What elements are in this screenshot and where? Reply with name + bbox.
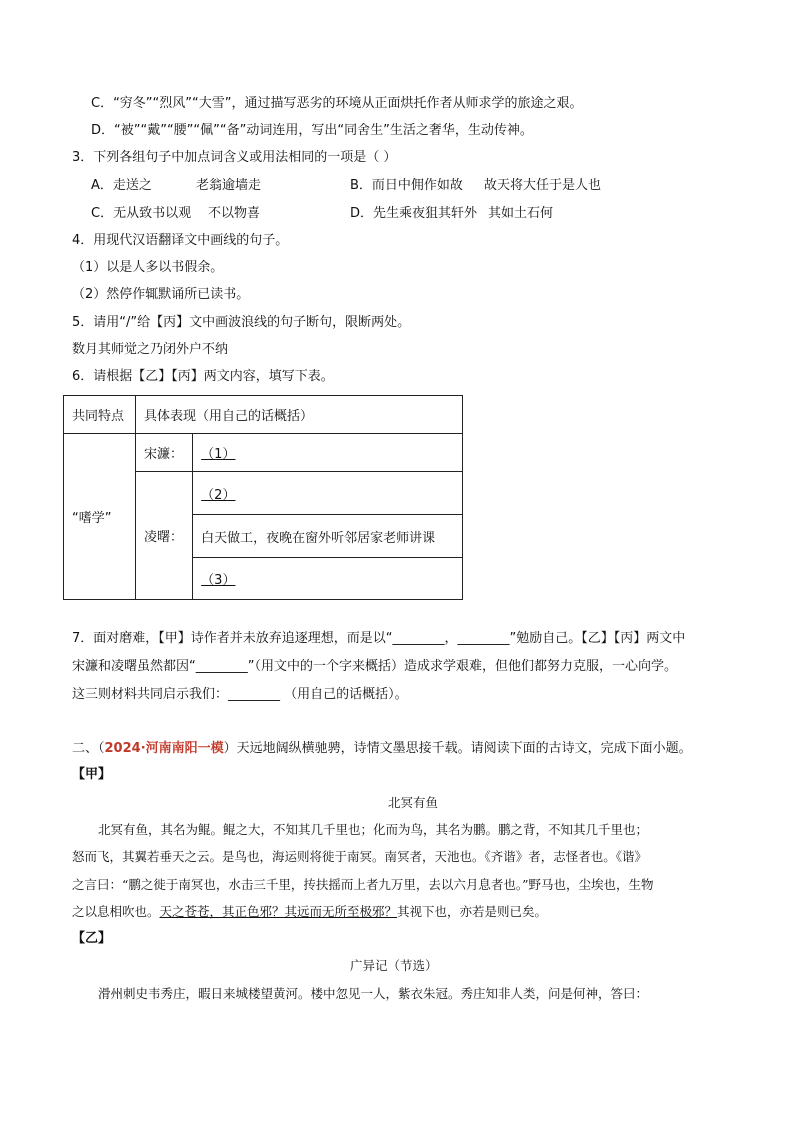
q3-option-a2: 老翁逾墙走 <box>196 178 262 193</box>
q3-option-a1: A．走送之 <box>91 178 152 193</box>
q3-stem: 3．下列各组句子中加点词含义或用法相同的一项是（ ） <box>72 150 397 165</box>
q3-option-d2: 其如土石何 <box>488 206 554 221</box>
passage-jia-line-1: 北冥有鱼，其名为鲲。鲲之大，不知其几千里也；化而为鸟，其名为鹏。鹏之背，不知其几千里也； <box>98 822 649 837</box>
q3-option-d1: D．先生乘夜狙其轩外 <box>350 206 478 221</box>
section-2-prefix: 二、（ <box>72 741 105 756</box>
passage-yi-title: 广异记（节选） <box>350 958 438 973</box>
q6-table <box>63 395 463 600</box>
table-name-song: 宋濂： <box>136 434 193 472</box>
q4-stem: 4．用现代汉语翻译文中画线的句子。 <box>72 233 289 248</box>
q3-option-c1: C．无从致书以观 <box>91 206 192 221</box>
q5-stem: 5．请用“/”给【丙】文中画波浪线的句子断句，限断两处。 <box>72 315 411 330</box>
q7-line-1: 7．面对磨难，【甲】诗作者并未放弃追逐理想，而是以“________，________”勉励自己。【乙】【丙】两文中 <box>72 631 686 646</box>
section-2-text: ）天远地阔纵横驰骋，诗情文墨思接千载。请阅读下面的古诗文，完成下面小题。 <box>223 741 692 756</box>
passage-jia-line-3: 之言曰：“鹏之徙于南冥也，水击三千里，抟扶摇而上者九万里，去以六月息者也。”野马也，尘埃也，生物 <box>72 877 654 892</box>
passage-jia-line-4a: 之以息相吹也。 <box>72 904 160 919</box>
q5-sentence: 数月其师觉之乃闭外户不纳 <box>72 342 229 357</box>
passage-jia-underlined: 天之苍苍，其正色邪？其远而无所至极邪？ <box>159 904 398 919</box>
q3-option-b1: B．而日中佣作如故 <box>350 178 463 193</box>
table-feature-cell: “嗜学” <box>64 434 136 600</box>
section-2-source: 2024·河南南阳一模 <box>104 741 224 756</box>
q7-line-2: 宋濂和凌曙虽然都因“________”（用文中的一个字来概括）造成求学艰难，但他们都努力克服，一心向学。 <box>72 659 677 674</box>
passage-jia-line-2: 怒而飞，其翼若垂天之云。是鸟也，海运则将徙于南冥。南冥者，天池也。《齐谐》者，志怪者也。《谐》 <box>72 849 648 864</box>
passage-yi-tag: 【乙】 <box>72 931 112 946</box>
q6-stem: 6．请根据【乙】【丙】两文内容，填写下表。 <box>72 369 334 384</box>
q4-sentence-2: （2）然停作辄默诵所已读书。 <box>72 287 250 302</box>
table-detail-text: 白天做工，夜晚在窗外听邻居家老师讲课 <box>193 515 463 558</box>
table-blank-2: （2） <box>201 487 236 503</box>
table-blank-1: （1） <box>201 447 236 462</box>
passage-jia-line-4 <box>72 903 547 921</box>
q3-option-b2: 故天将大任于是人也 <box>484 178 602 193</box>
q7-line-3: 这三则材料共同启示我们：________ （用自己的话概括）。 <box>72 687 408 702</box>
section-2-heading <box>72 740 692 758</box>
passage-jia-line-4b: 其视下也，亦若是则已矣。 <box>397 904 548 919</box>
q4-sentence-1: （1）以是人多以书假余。 <box>72 260 224 275</box>
passage-jia-tag: 【甲】 <box>72 767 112 782</box>
table-blank-3: （3） <box>201 573 236 588</box>
q2-option-c: C．“穷冬”“烈风”“大雪”，通过描写恶劣的环境从正面烘托作者从师求学的旅途之艰。 <box>91 96 583 111</box>
passage-yi-line-1: 滑州刺史韦秀庄，暇日来城楼望黄河。楼中忽见一人，紫衣朱冠。秀庄知非人类，问是何神，答曰： <box>98 986 649 1001</box>
table-name-ling: 凌曙： <box>136 472 193 600</box>
q3-option-c2: 不以物喜 <box>208 206 261 221</box>
passage-jia-title: 北冥有鱼 <box>388 795 439 810</box>
table-header-feature: 共同特点 <box>64 396 136 434</box>
table-header-detail: 具体表现（用自己的话概括） <box>136 396 463 434</box>
q2-option-d: D．“被”“戴”“腰”“佩”“备”动词连用，写出“同舍生”生活之奢华，生动传神。 <box>91 123 533 138</box>
